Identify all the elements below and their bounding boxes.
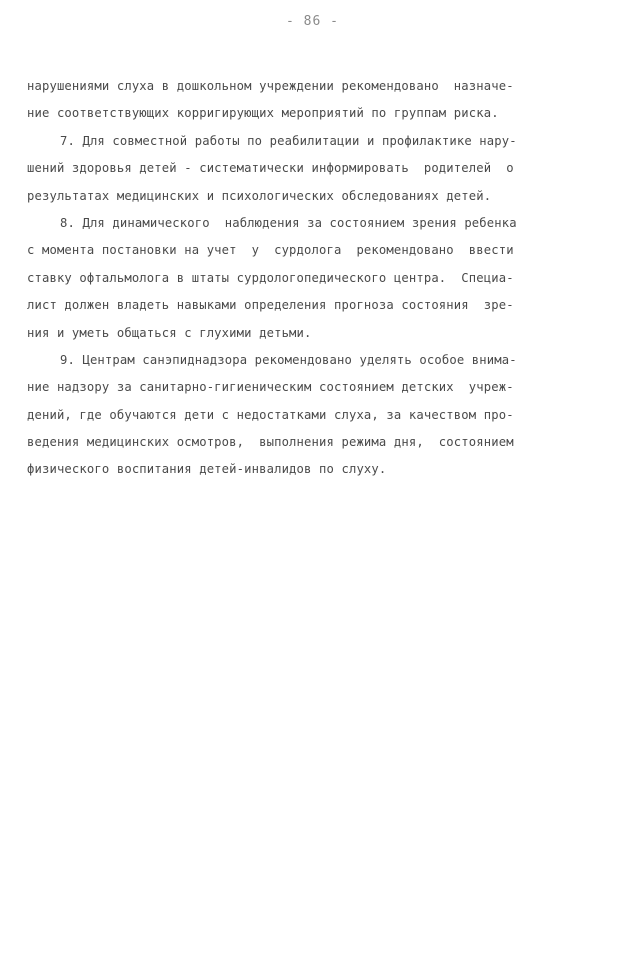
paragraph-7-start: 7. Для совместной работы по реабилитации и профилактике нару- (60, 133, 517, 148)
text-line: результатах медицинских и психологических обследованиях детей. (27, 188, 492, 203)
text-line: ние соответствующих корригирующих мероприятий по группам риска. (27, 106, 499, 121)
text-line: ние надзору за санитарно-гигиеническим состоянием детских учреж- (27, 380, 514, 395)
text-line: лист должен владеть навыками определения прогноза состояния зре- (27, 298, 514, 313)
text-line: нарушениями слуха в дошкольном учреждении рекомендовано назначе- (27, 79, 514, 93)
text-line: ния и уметь общаться с глухими детьми. (27, 325, 312, 340)
paragraph-9-start: 9. Центрам санэпиднадзора рекомендовано уделять особое внима- (60, 352, 517, 367)
text-line: физического воспитания детей-инвалидов по слуху. (27, 462, 387, 477)
document-body (27, 73, 602, 484)
text-line: ставку офтальмолога в штаты сурдологопедического центра. Специа- (27, 270, 514, 285)
page-number: - 86 - (286, 14, 339, 29)
text-line: шений здоровья детей - систематически информировать родителей о (27, 161, 514, 176)
text-line: дений, где обучаются дети с недостатками слуха, за качеством про- (27, 407, 514, 422)
text-line: с момента постановки на учет у сурдолога рекомендовано ввести (27, 243, 514, 258)
text-line: ведения медицинских осмотров, выполнения режима дня, состоянием (27, 435, 514, 450)
paragraph-8-start: 8. Для динамического наблюдения за состоянием зрения ребенка (60, 215, 517, 230)
